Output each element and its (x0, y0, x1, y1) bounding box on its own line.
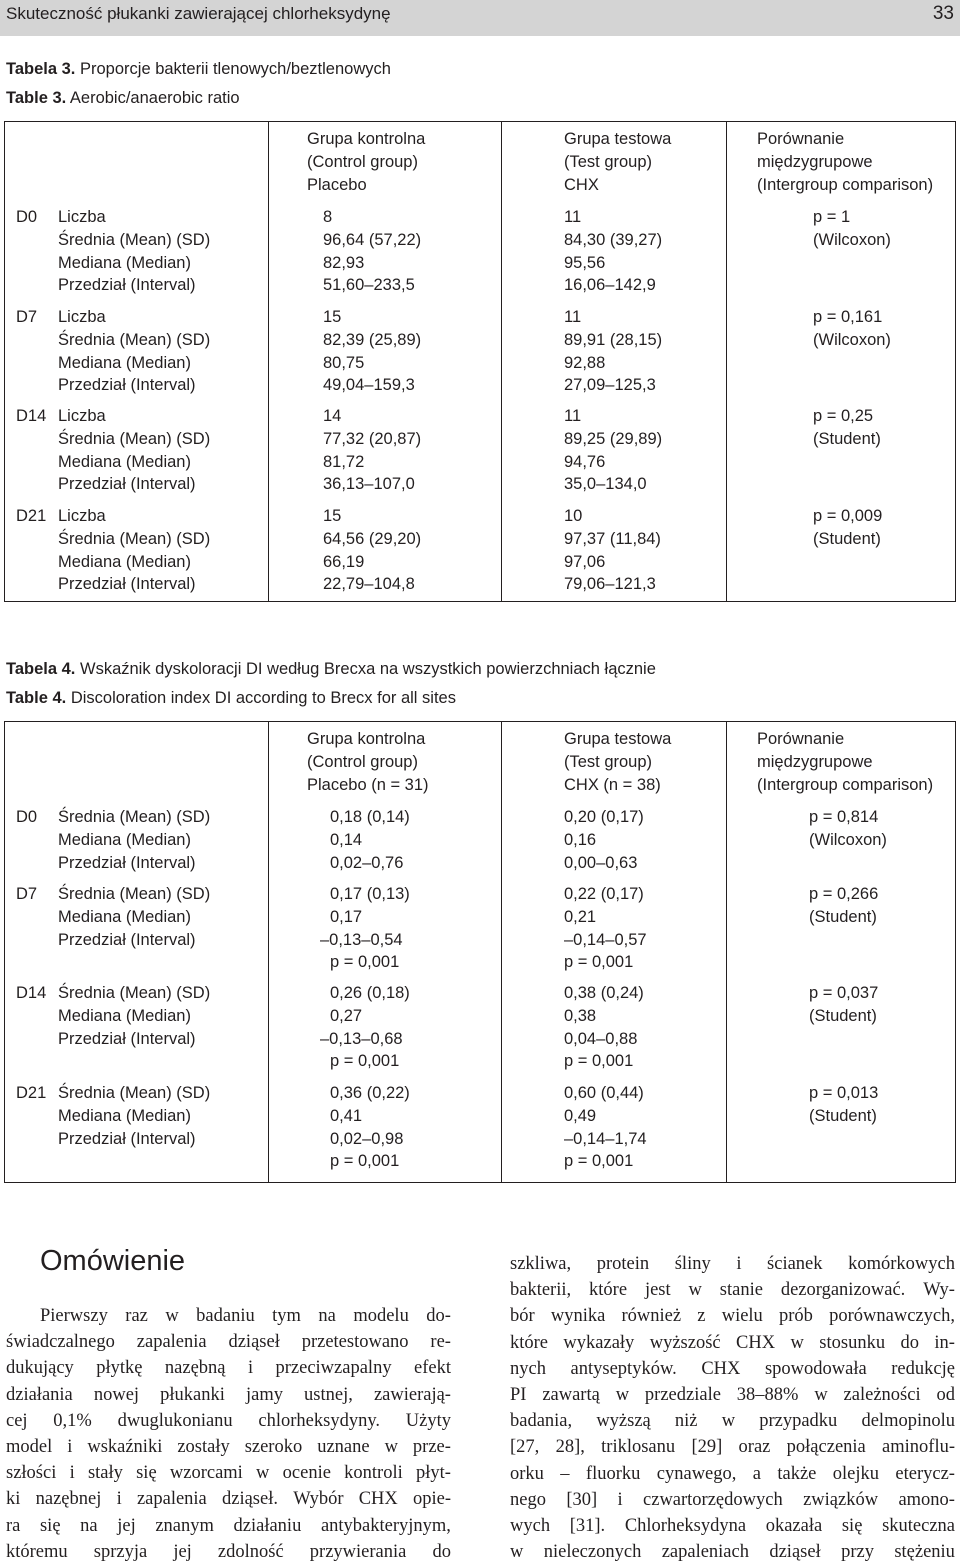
control-value: 0,18 (0,14) (330, 808, 410, 826)
test-value: 0,04–0,88 (564, 1029, 638, 1048)
row-label: Liczba (58, 507, 106, 525)
control-value: –0,13–0,68 (320, 1029, 403, 1048)
paragraph-line: PI zawartą w przedziale 38–88% w zależności od (510, 1385, 955, 1406)
control-value: 15 (323, 308, 342, 326)
table3-label-en: Table 3. (6, 89, 67, 107)
test-value: 97,06 (564, 552, 606, 571)
paragraph-line: dukujący płytkę nazębną i przeciwzapalny efekt (6, 1358, 451, 1379)
test-value: 92,88 (564, 353, 606, 372)
paragraph-line: model i wskaźniki zostały szeroko uznane w prze- (6, 1437, 451, 1458)
paragraph-line: bór wynika również z wielu prób porównawczych, (510, 1306, 955, 1327)
control-value: 96,64 (57,22) (323, 230, 422, 249)
control-value: 0,14 (330, 830, 363, 849)
paragraph-line: ra się na jej znanym działaniu antybakteryjnym, (6, 1515, 451, 1536)
table4-caption-pl (6, 660, 656, 679)
control-value: 0,27 (330, 1006, 363, 1025)
comparison-value: (Student) (813, 529, 881, 548)
header-control: Grupa kontrolna (307, 130, 426, 148)
discussion-left-column (6, 1303, 451, 1565)
test-value: 0,16 (564, 830, 597, 849)
header-compare: (Intergroup comparison) (757, 775, 934, 794)
paragraph-line: działania nowej płukanki jamy ustnej, zawierają- (6, 1384, 451, 1405)
comparison-value: p = 0,009 (813, 507, 883, 525)
control-value: 15 (323, 507, 342, 525)
row-label: Przedział (Interval) (58, 853, 196, 872)
test-value: 89,25 (29,89) (564, 429, 663, 448)
test-value: 27,09–125,3 (564, 376, 656, 395)
test-value: 11 (564, 208, 582, 226)
row-label: Średnia (Mean) (SD) (58, 808, 211, 826)
control-value: 81,72 (323, 452, 365, 471)
row-label: Średnia (Mean) (SD) (58, 230, 211, 249)
row-label: Mediana (Median) (58, 830, 191, 849)
comparison-value: p = 0,25 (813, 407, 874, 425)
control-value: 0,26 (0,18) (330, 984, 410, 1002)
comparison-value: (Wilcoxon) (813, 230, 891, 249)
header-compare: międzygrupowe (757, 152, 873, 171)
control-value: p = 0,001 (330, 1052, 400, 1071)
row-label: Średnia (Mean) (SD) (58, 885, 211, 903)
row-label: Średnia (Mean) (SD) (58, 330, 211, 349)
control-value: 82,93 (323, 253, 365, 272)
control-value: 0,17 (330, 907, 363, 926)
test-value: 0,21 (564, 907, 597, 926)
comparison-value: p = 0,161 (813, 308, 883, 326)
paragraph-line: które wykazały wyższość CHX w stosunku do in- (510, 1332, 955, 1353)
paragraph-line: nego [30] i czwartorzędowych związków amono- (510, 1489, 955, 1510)
row-label: Mediana (Median) (58, 1106, 191, 1125)
table4-label-pl: Tabela 4. (6, 660, 76, 678)
test-value: 0,60 (0,44) (564, 1084, 644, 1102)
header-compare: Porównanie (757, 730, 845, 748)
row-label: Przedział (Interval) (58, 1129, 196, 1148)
table4-caption-en (6, 689, 456, 708)
paragraph-line: cej 0,1% dwuglukonianu chlorheksydyny. Użyty (6, 1410, 451, 1431)
test-value: 10 (564, 507, 583, 525)
test-value: p = 0,001 (564, 1052, 634, 1071)
test-value: –0,14–0,57 (564, 930, 647, 949)
table3-caption-pl (6, 60, 391, 79)
paragraph-line: orku – fluorku cynawego, a także olejku eterycz- (510, 1463, 955, 1484)
test-value: 16,06–142,9 (564, 276, 656, 295)
comparison-value: p = 0,013 (809, 1084, 879, 1102)
column-divider (501, 122, 502, 601)
table4 (4, 721, 956, 1183)
paragraph-line: świadczalnego zapalenia dziąseł przetestowano re- (6, 1332, 451, 1353)
paragraph-line: w nieleczonych zapaleniach dziąseł przy stężeniu (510, 1542, 955, 1563)
row-label: Średnia (Mean) (SD) (58, 1084, 211, 1102)
row-label: Średnia (Mean) (SD) (58, 984, 211, 1002)
paragraph-line: [27, 28], triklosanu [29] oraz połączenia aminoflu- (510, 1437, 955, 1458)
row-label: Mediana (Median) (58, 253, 191, 272)
test-value: 0,38 (564, 1006, 597, 1025)
control-value: 8 (323, 208, 333, 226)
control-value: 0,02–0,76 (330, 853, 404, 872)
control-value: 49,04–159,3 (323, 376, 415, 395)
control-value: p = 0,001 (330, 953, 400, 972)
row-day-label: D21 (16, 507, 47, 525)
table4-title-pl: Wskaźnik dyskoloracji DI według Brecxa na wszystkich powierzchniach łącznie (80, 660, 656, 678)
control-value: 82,39 (25,89) (323, 330, 422, 349)
column-divider (501, 722, 502, 1182)
header-control: Grupa kontrolna (307, 730, 426, 748)
test-value: p = 0,001 (564, 953, 634, 972)
comparison-value: p = 0,037 (809, 984, 879, 1002)
row-label: Przedział (Interval) (58, 930, 196, 949)
test-value: 84,30 (39,27) (564, 230, 663, 249)
table4-label-en: Table 4. (6, 689, 67, 707)
comparison-value: p = 0,266 (809, 885, 879, 903)
header-control: (Control group) (307, 752, 418, 771)
test-value: 11 (564, 407, 582, 425)
column-divider (268, 122, 269, 601)
control-value: 51,60–233,5 (323, 276, 415, 295)
comparison-value: p = 0,814 (809, 808, 879, 826)
comparison-value: (Student) (809, 907, 877, 926)
header-control: Placebo (n = 31) (307, 775, 429, 794)
column-divider (268, 722, 269, 1182)
test-value: 11 (564, 308, 582, 326)
paragraph-line: szłości i stały się wzorcami w ocenie kontroli płyt- (6, 1463, 451, 1484)
control-value: –0,13–0,54 (320, 930, 403, 949)
row-label: Liczba (58, 407, 106, 425)
table3-caption-en (6, 89, 240, 108)
control-value: 0,02–0,98 (330, 1129, 404, 1148)
paragraph-line: bakterii, które jest w stanie dezorganizować. Wy- (510, 1280, 955, 1301)
control-value: 22,79–104,8 (323, 575, 415, 594)
row-label: Mediana (Median) (58, 353, 191, 372)
row-label: Przedział (Interval) (58, 276, 196, 295)
test-value: 0,49 (564, 1106, 597, 1125)
test-value: 0,22 (0,17) (564, 885, 644, 903)
control-value: p = 0,001 (330, 1152, 400, 1171)
row-day-label: D7 (16, 308, 38, 326)
test-value: 94,76 (564, 452, 606, 471)
row-label: Liczba (58, 208, 106, 226)
paragraph-line: ki nazębnej i zapalenia dziąseł. Wybór CHX opie- (6, 1489, 451, 1510)
row-label: Przedział (Interval) (58, 575, 196, 594)
control-value: 66,19 (323, 552, 365, 571)
row-label: Mediana (Median) (58, 452, 191, 471)
row-label: Przedział (Interval) (58, 1029, 196, 1048)
running-header (0, 0, 960, 36)
control-value: 0,41 (330, 1106, 363, 1125)
paragraph-line: nych antyseptyków. CHX spowodowała redukcję (510, 1358, 955, 1379)
header-test: CHX (564, 175, 599, 194)
table3-title-pl: Proporcje bakterii tlenowych/beztlenowych (80, 60, 391, 78)
control-value: 77,32 (20,87) (323, 429, 422, 448)
row-day-label: D21 (16, 1084, 47, 1102)
row-day-label: D0 (16, 808, 38, 826)
row-label: Przedział (Interval) (58, 475, 196, 494)
test-value: 97,37 (11,84) (564, 529, 661, 548)
row-label: Mediana (Median) (58, 907, 191, 926)
control-value: 14 (323, 407, 342, 425)
row-label: Przedział (Interval) (58, 376, 196, 395)
running-title: Skuteczność płukanki zawierającej chlorheksydynę (6, 4, 391, 23)
control-value: 36,13–107,0 (323, 475, 415, 494)
header-compare: międzygrupowe (757, 752, 873, 771)
column-divider (726, 122, 727, 601)
table3 (4, 121, 956, 602)
table3-label-pl: Tabela 3. (6, 60, 76, 78)
control-value: 64,56 (29,20) (323, 529, 422, 548)
test-value: p = 0,001 (564, 1152, 634, 1171)
test-value: 79,06–121,3 (564, 575, 656, 594)
comparison-value: (Student) (809, 1006, 877, 1025)
header-compare: Porównanie (757, 130, 845, 148)
comparison-value: (Wilcoxon) (809, 830, 887, 849)
test-value: –0,14–1,74 (564, 1129, 647, 1148)
header-test: Grupa testowa (564, 730, 672, 748)
discussion-right-column (510, 1251, 955, 1565)
test-value: 0,20 (0,17) (564, 808, 644, 826)
header-test: (Test group) (564, 152, 653, 171)
comparison-value: p = 1 (813, 208, 851, 226)
row-label: Mediana (Median) (58, 552, 191, 571)
row-day-label: D14 (16, 984, 47, 1002)
test-value: 89,91 (28,15) (564, 330, 663, 349)
test-value: 35,0–134,0 (564, 475, 647, 494)
paragraph-line: Pierwszy raz w badaniu tym na modelu do- (40, 1306, 451, 1326)
header-test: CHX (n = 38) (564, 775, 661, 794)
comparison-value: (Student) (813, 429, 881, 448)
page-number: 33 (932, 3, 954, 24)
comparison-value: (Student) (809, 1106, 877, 1125)
paragraph-line: szkliwa, protein śliny i ścianek komórkowych (510, 1254, 955, 1274)
test-value: 95,56 (564, 253, 606, 272)
header-test: (Test group) (564, 752, 653, 771)
paragraph-line: wych [31]. Chlorheksydyna okazała się skuteczna (510, 1516, 955, 1537)
control-value: 0,36 (0,22) (330, 1084, 410, 1102)
header-control: (Control group) (307, 152, 418, 171)
test-value: 0,38 (0,24) (564, 984, 644, 1002)
row-label: Mediana (Median) (58, 1006, 191, 1025)
header-compare: (Intergroup comparison) (757, 175, 934, 194)
row-label: Średnia (Mean) (SD) (58, 429, 211, 448)
row-label: Średnia (Mean) (SD) (58, 529, 211, 548)
paragraph-line: badania, wyższą niż w przypadku delmopinolu (510, 1411, 955, 1432)
table3-title-en: Aerobic/anaerobic ratio (69, 89, 240, 107)
row-day-label: D14 (16, 407, 47, 425)
row-label: Liczba (58, 308, 106, 326)
control-value: 80,75 (323, 353, 365, 372)
header-test: Grupa testowa (564, 130, 672, 148)
table4-title-en: Discoloration index DI according to Brecx for all sites (70, 689, 456, 707)
section-heading: Omówienie (40, 1245, 186, 1277)
comparison-value: (Wilcoxon) (813, 330, 891, 349)
column-divider (726, 722, 727, 1182)
row-day-label: D7 (16, 885, 38, 903)
header-control: Placebo (307, 175, 367, 194)
control-value: 0,17 (0,13) (330, 885, 410, 903)
row-day-label: D0 (16, 208, 38, 226)
test-value: 0,00–0,63 (564, 853, 638, 872)
paragraph-line: któremu sprzyja jej zdolność przywierania do (6, 1541, 451, 1562)
